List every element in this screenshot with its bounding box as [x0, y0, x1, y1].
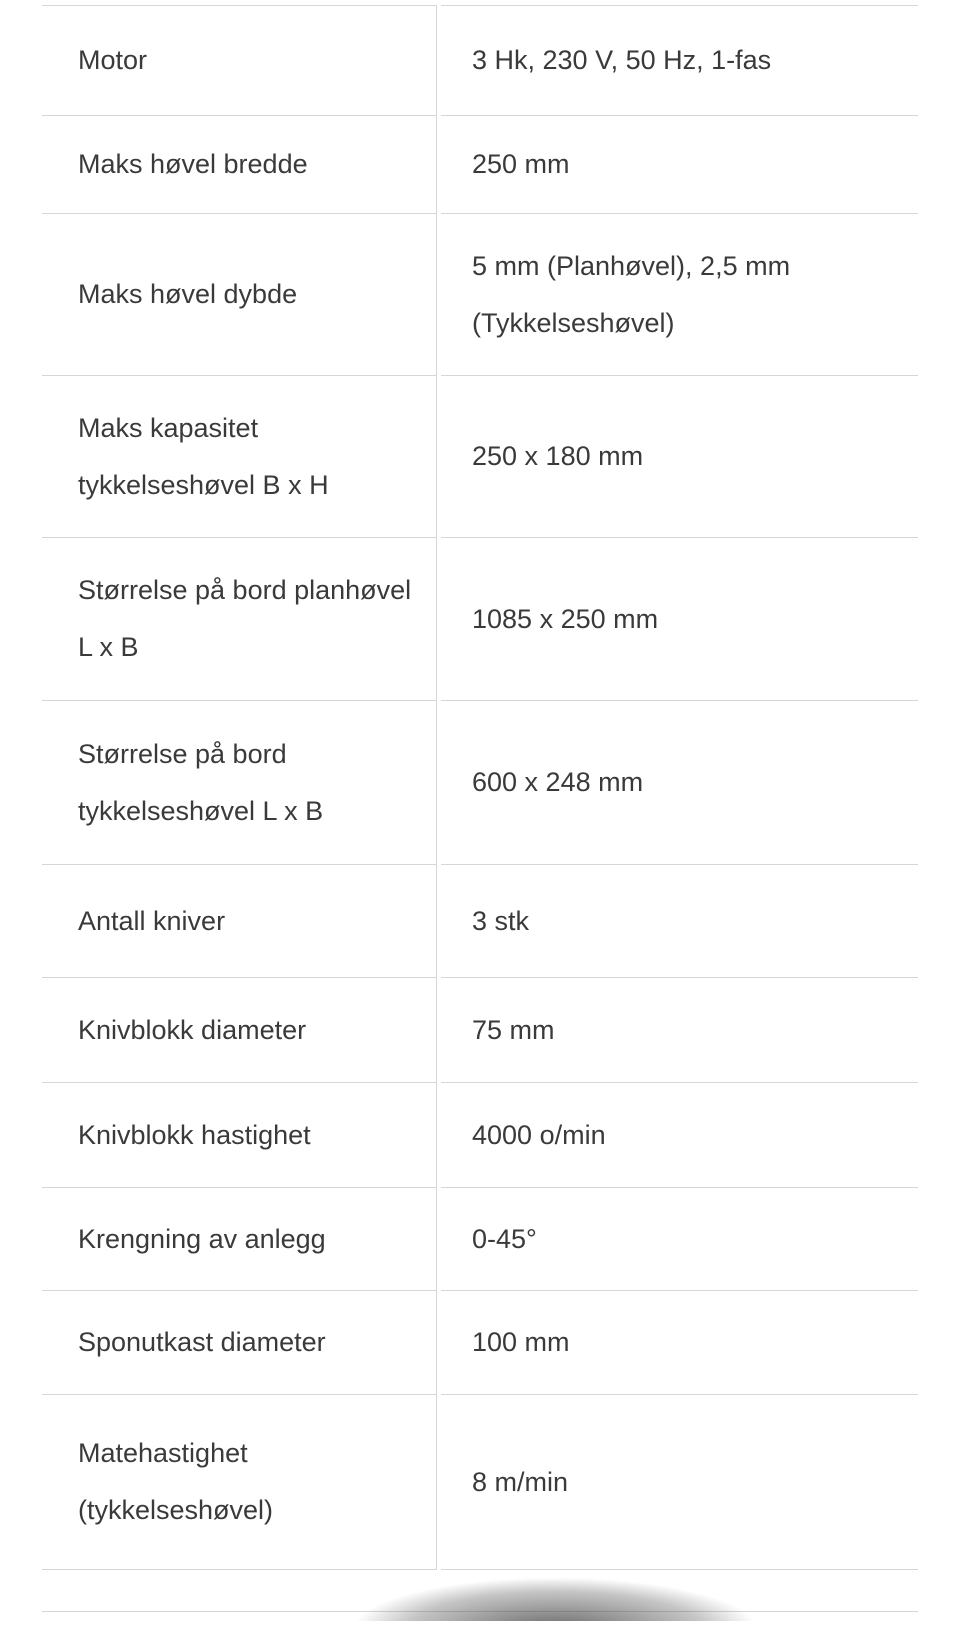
spec-label: Knivblokk hastighet — [42, 1082, 437, 1187]
next-row-top-border — [42, 1611, 918, 1612]
spec-value: 75 mm — [441, 977, 918, 1082]
spec-label: Størrelse på bord planhøvel L x B — [42, 537, 437, 700]
spec-row-matehastighet — [42, 1394, 918, 1570]
spec-row-knivblokk-diameter — [42, 977, 918, 1082]
spec-value: 3 Hk, 230 V, 50 Hz, 1-fas — [441, 5, 918, 115]
spec-label: Sponutkast diameter — [42, 1290, 437, 1394]
spec-label: Størrelse på bord tykkelseshøvel L x B — [42, 700, 437, 864]
spec-row-storrelse-tykkelseshovel — [42, 700, 918, 864]
spec-label: Maks høvel bredde — [42, 115, 437, 213]
spec-value: 250 x 180 mm — [441, 375, 918, 537]
spec-value: 100 mm — [441, 1290, 918, 1394]
spec-label: Maks høvel dybde — [42, 213, 437, 375]
spec-row-sponutkast-diameter — [42, 1290, 918, 1394]
spec-value: 8 m/min — [441, 1394, 918, 1570]
spec-label: Krengning av anlegg — [42, 1187, 437, 1290]
spec-value: 600 x 248 mm — [441, 700, 918, 864]
table-footer — [42, 1570, 918, 1630]
spec-value: 250 mm — [441, 115, 918, 213]
spec-label: Antall kniver — [42, 864, 437, 977]
spec-value: 1085 x 250 mm — [441, 537, 918, 700]
specifications-table — [42, 5, 918, 1630]
spec-row-maks-hovel-bredde — [42, 115, 918, 213]
spec-row-storrelse-planhovel — [42, 537, 918, 700]
spec-row-motor — [42, 5, 918, 115]
spec-value: 3 stk — [441, 864, 918, 977]
spec-row-maks-hovel-dybde — [42, 213, 918, 375]
spec-label: Matehastighet (tykkelseshøvel) — [42, 1394, 437, 1570]
spec-row-antall-kniver — [42, 864, 918, 977]
spec-label: Motor — [42, 5, 437, 115]
spec-value: 0-45° — [441, 1187, 918, 1290]
spec-row-maks-kapasitet — [42, 375, 918, 537]
spec-row-knivblokk-hastighet — [42, 1082, 918, 1187]
spec-value: 4000 o/min — [441, 1082, 918, 1187]
spec-value: 5 mm (Planhøvel), 2,5 mm (Tykkelseshøvel) — [441, 213, 918, 375]
spec-label: Maks kapasitet tykkelseshøvel B x H — [42, 375, 437, 537]
spec-label: Knivblokk diameter — [42, 977, 437, 1082]
spec-row-krengning-av-anlegg — [42, 1187, 918, 1290]
